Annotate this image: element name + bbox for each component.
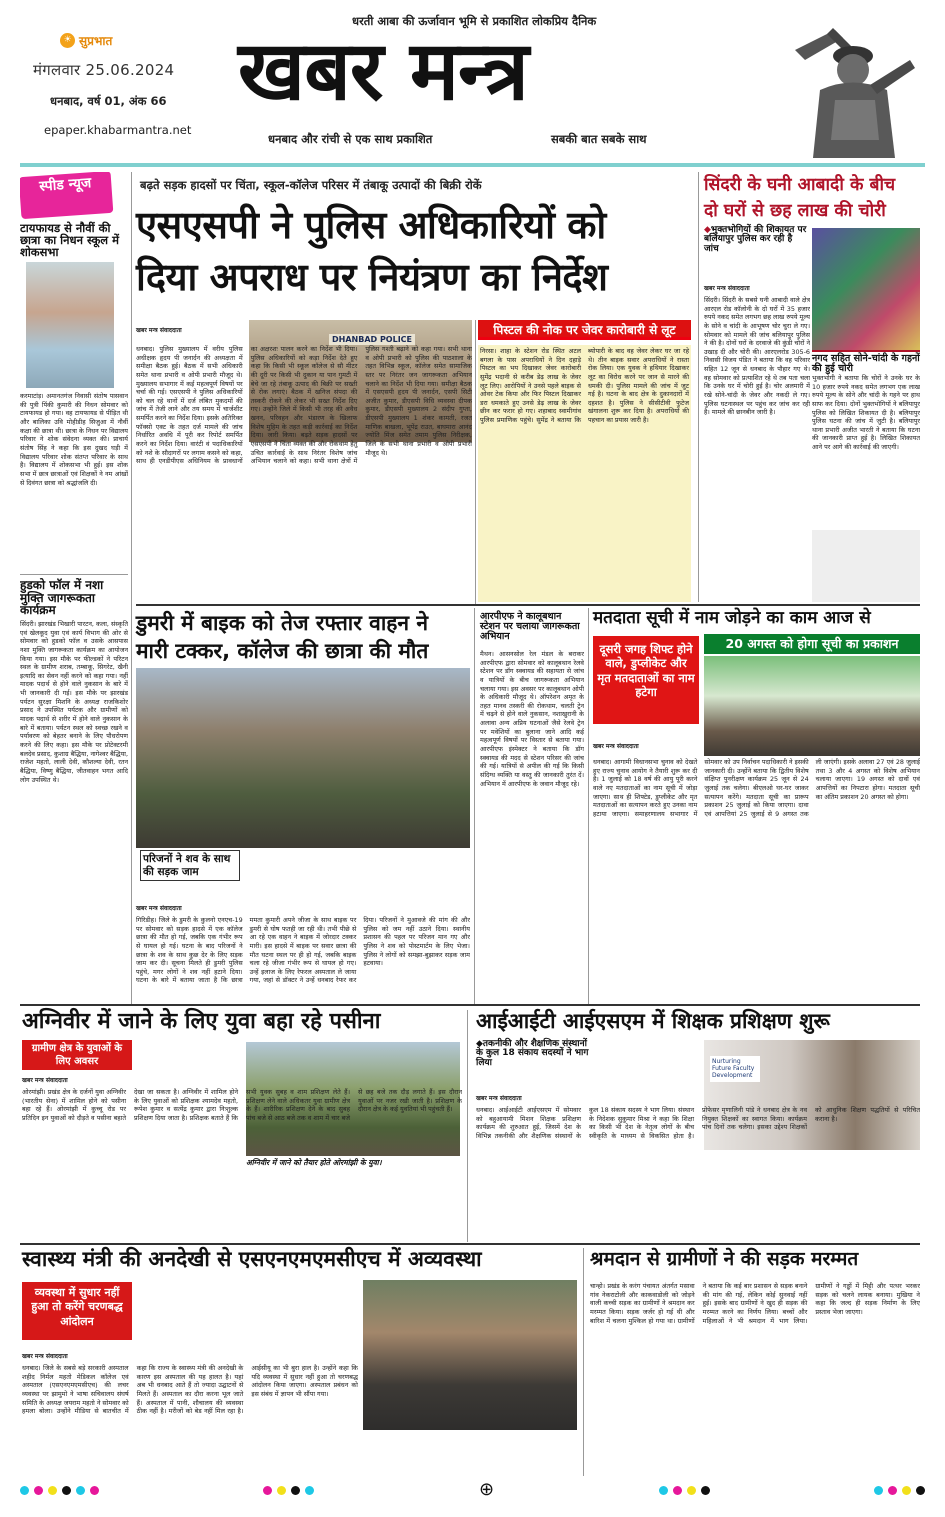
iit-training-photo: Nurturing Future Faculty Development [704, 1040, 920, 1150]
iit-headline: आईआईटी आईएसएम में शिक्षक प्रशिक्षण शुरू [476, 1009, 830, 1033]
sindri-subhead: ◆भुक्तभोगियों की शिकायत पर बलियापुर पुलिस कर रही है जांच [704, 225, 807, 254]
sindri-body: सिंदरी। सिंदरी के सबसे घनी आबादी वाले क्षेत्र आरएल रोड कॉलोनी के दो घरों में 35 हजार रुपये नकद समेत लगभग छह लाख रुपये मूल्य के सोने व चांदी के आभूषण चोर चुरा ले गए। सोमवार को मामले की जांच बलियापुर पुलिस ने की है। दोनों घरों के दरवाजे की कुंडी चोरों ने उखाड़ दी और चोरी की। आरएलरोड 305-6 निवासी विजय पंडित ने बताया कि वह परिवार सहित 12 जून से धनबाद के पौहार गए थे। वह सोमवार को प्रत्याशित रहे थे तब पता चला कि उनके घर में चोरी हुई है। चोर अलमारी में रखे सोने-चांदी के जेवर और नकदी ले गए। पुलिस घटनास्थल पर पहुंच कर जांच कर रही है। मामले की छानबीन जारी है। [704, 296, 810, 417]
print-registration-bar [20, 1478, 925, 1502]
ssp-meeting-photo: DHANBAD POLICE [249, 320, 472, 442]
left-story1-headline: टायफायड से नौवीं की छात्रा का निधन स्कूल में शोकसभा [20, 221, 119, 260]
left-column [20, 172, 128, 1004]
sindri-headline-line2: दो घरों से छह लाख की चोरी [704, 201, 886, 221]
lead-body: धनबाद। पुलिस मुख्यालय में वरीय पुलिस अधीक्षक हृदय पी जनार्दन की अध्यक्षता में समीक्षा बैठक हुई। बैठक में सभी अधिकारी समेत थाना प्रभारी व ओपी प्रभारी मौजूद थे। मुख्यालय सभागार में कई महत्वपूर्ण विषयों पर चर्चा की गई। एसएसपी ने पुलिस अधिकारियों को चल रहे थानों में दर्ज लंबित मुकदमों की जांच में तेजी लाने और तय समय में चार्जशीट समर्पित करने का निर्देश दिया। इसके अतिरिक्त फॉक्सो एक्ट के तहत दर्ज मामले की जांच निर्धारित अवधि में पूरी कर रिपोर्ट समर्पित करने का निर्देश दिया। वारंटी वं पदाधिकारियों को नशे के सौदागरों पर लगाम कसने को कहा, साथ ही एनडीपीएस अधिनियम के प्रावधानों का अक्षरशः पालन करने का निर्देश भी दिया। पुलिस अधिकारियों को कड़ा निर्देश देते हुए कहा कि किसी भी स्कूल कॉलेज से सौ मीटर की दूरी पर किसी भी दुकान या पान गुमटी में बेचे जा रहे तंबाकू उत्पाद की बिक्री पर सख्ती से रोक लगाएं। बैठक में खनिज संपदा की तस्करी रोकने की लेकर भी सख्त निर्देश दिए गए। उन्होंने जिले में किसी भी तरह की अवैध खनन, परिवहन और भंडारण के खिलाफ विशेष मुहिम के तहत कड़ी कार्रवाई का निर्देश दिया। जारी किया। बढ़ते सड़क हादसों पर एसएसपी ने चिंता व्यक्त की और रोकथाम हेतु उचित कार्रवाई के साथ निरंतर विशेष जांच अभियान चलाने को कहा। सभी थाना क्षेत्रों में पुलिस गश्ती बढ़ाने को कहा गया। सभी थाना व ओपी प्रभारी को पुलिस की पाठशाला के तहत विभिन्न स्कूल, कॉलेज समेत सामाजिक स्तर पर निरंतर जन जागरूकता अभियान चलाने का निर्देश भी दिया गया। समीक्षा बैठक में एसएसपी हृदय पी जनार्दन, एसपी सिटी अजीत कुमार, डीएसपी विधि व्यवस्था दीपक कुमार, डीएसपी मुख्यालय 2 संदीप गुप्ता, डीएसपी मुख्यालय 1 शंकर कामती, रजत माणिक बाखला, भूपेंद्र राउत, बाघमारा आनंद ज्योति मिंज समेत तमाम पुलिस निरीक्षक, जिले के सभी थाना प्रभारी व ओपी प्रभारी मौजूद थे। [136, 345, 472, 466]
epaper-url[interactable]: epaper.khabarmantra.net [44, 123, 192, 137]
lead-credit: खबर मन्त्र संवाददाता [136, 327, 182, 334]
agniveer-credit: खबर मन्त्र संवाददाता [22, 1077, 68, 1084]
health-red-box: व्यवस्था में सुधार नहीं हुआ तो करेंगे चरणबद्ध आंदोलन [22, 1282, 132, 1340]
road-blockade-photo [136, 668, 470, 848]
stolen-jewellery-photo [812, 228, 920, 350]
iit-subhead: ◆तकनीकी और शैक्षणिक संस्थानों के कुल 18 संकाय सदस्यों ने भाग लिया [476, 1039, 589, 1068]
lead-headline-line2: दिया अपराध पर नियंत्रण का निर्देश [136, 255, 608, 299]
left-story2-headline: हुडको फॉल में नशा मुक्ति जागरूकता कार्यक्रम [20, 578, 104, 618]
shramdaan-headline: श्रमदान से ग्रामीणों ने की सड़क मरम्मत [590, 1248, 859, 1270]
rpf-headline: आरपीएफ ने कालूबथान स्टेशन पर चलाया जागरूकता अभियान [480, 611, 580, 642]
title-sub-right: सबकी बात सबके साथ [551, 132, 647, 146]
election-meeting-photo [704, 656, 920, 756]
student-portrait-photo [26, 262, 114, 388]
voter-credit: खबर मन्त्र संवाददाता [593, 743, 639, 750]
agniveer-photo-caption: अग्निवीर में जाने को तैयार होते ओरमांझी के युवा। [246, 1158, 382, 1167]
left-story1-body: करमाटांड़। अमानतगंज निवासी संतोष पासवान की पुत्री पिंकी कुमारी की निधन सोमवार को टायफायड हो गया। वह टायफायड से पीड़ित थी और बालिका उवि मोहीडीह सिजुआ में नौवीं कक्षा की छात्रा थी। छात्रा के निधन पर विद्यालय परिवार ने शोक संवेदना व्यक्त की। प्राचार्य संतोष सिंह ने कहा कि इस दुखद घड़ी में विद्यालय परिवार शोक संतप्त परिवार के साथ है। विद्यालय में शोकसभा भी हुई। इस शोक सभा में छात्र छात्राओं एवं शिक्षकों ने नम आंखों से दिवंगत छात्रा को श्रद्धांजलि दी। [20, 392, 128, 487]
dumri-headline-line1: डुमरी में बाइक को तेज रफ्तार वाहन ने [136, 611, 429, 635]
tagline: धरती आबा की ऊर्जावान भूमि से प्रकाशित लोकप्रिय दैनिक [352, 14, 597, 28]
bullet-icon: ◆ [704, 225, 711, 235]
edition-info: धनबाद, वर्ष 01, अंक 66 [50, 94, 167, 108]
pistol-headline: पिस्टल की नोक पर जेवर कारोबारी से लूट [478, 320, 691, 340]
health-headline: स्वास्थ्य मंत्री की अनदेखी से एसएनएमएमसीएच में अव्यवस्था [22, 1247, 482, 1271]
voter-headline: मतदाता सूची में नाम जोड़ने का काम आज से [593, 608, 871, 628]
sindri-headline-line1: सिंदरी के घनी आबादी के बीच [704, 175, 896, 195]
iit-body: धनबाद। आईआईटी आईएसएम में सोमवार को बहुआयामी मिशन शिक्षक प्रशिक्षण कार्यक्रम की शुरुआत हुई, जिसमें देश के विभिन्न तकनीकी और शैक्षणिक संस्थानों के कुल 18 संकाय सदस्य ने भाग लिया। संस्थान के निदेशक सुकुमार मिश्रा ने कहा कि शिक्षा का किसी भी देश के नेतृत्व लोगों के बीच स्वीकृति के माध्यम से विकसित होता है। प्रोफेसर मृणालिनी पांडे ने धनबाद क्षेत्र के नव नियुक्त शिक्षकों का स्वागत किया। कार्यक्रम पांच दिनों तक चलेगा। इसका उद्देश्य शिक्षकों को आधुनिक शिक्षण पद्धतियों से परिचित कराना है। [476, 1106, 920, 1140]
title-sub-left: धनबाद और रांची से एक साथ प्रकाशित [268, 132, 433, 146]
dumri-photo-caption: परिजनों ने शव के साथ की सड़क जाम [140, 850, 240, 881]
iit-credit: खबर मन्त्र संवाददाता [476, 1095, 522, 1102]
newspaper-clip-photo [812, 530, 920, 602]
dumri-credit: खबर मन्त्र संवाददाता [136, 905, 182, 912]
newspaper-title: खबर मन्त्र [238, 23, 528, 119]
dumri-body: गिरिडीह। जिले के डुमरी के कुलनो एनएच-19 पर सोमवार को सड़क हादसे में एक कॉलेज छात्रा की मौत हो गई, जबकि एक गंभीर रूप से घायल हो गई। घटना के बाद परिजनों ने छात्रा के शव के साथ कुछ देर के लिए सड़क जाम कर दी। सूचना मिलते ही डुमरी पुलिस पहुंचे, मगर लोगों ने शव नहीं हटाने दिया। घटना के बारे में बताया जाता है कि छात्रा ममता कुमारी अपने जीजा के साथ बाइक पर डुमरी से घोष फतही जा रही थी। तभी पीछे से आ रहे एक वाहन ने बाइक में जोरदार टक्कर मारी। इस हादसे में बाइक पर सवार छात्रा की मौत घटना स्थल पर ही हो गई, जबकि बाइक चला रहे जीजा गंभीर रूप से घायल हो गए। उन्हें इलाज के लिए रेफरल अस्पताल ले जाया गया, जहां से डॉक्टर ने उन्हें धनबाद रेफर कर दिया। परिजनों ने मुआवजे की मांग की और पुलिस को जम नहीं उठाने दिया। स्थानीय प्रशासन की पहल पर परिजन मान गए और पुलिस ने शव को पोस्टमार्टम के लिए भेजा। पुलिस ने लोगों को समझा-बुझाकर सड़क जाम हटवाया। [136, 916, 470, 985]
dumri-headline-line2: मारी टक्कर, कॉलेज की छात्रा की मौत [136, 639, 429, 663]
lead-headline-line1: एसएसपी ने पुलिस अधिकारियों को [136, 203, 606, 247]
color-dots-midleft [263, 1486, 314, 1495]
issue-date: मंगलवार 25.06.2024 [33, 61, 175, 79]
pistol-body: निरसा। शाहा के स्टेशन रोड स्थित अटल बगला के पास अपराधियों ने दिन दहाड़े पिस्टल का भय दिखाकर जेवर कारोबारी सुमेंद्र भदानी से करीब डेढ़ लाख के जेवर लूट लिए। आरोपियों ने उनसे पहले बाइक से ओवर टेक किया और फिर पिस्टल दिखाकर डरा धमकाते हुए उनसे डेढ़ लाख के जेवर छीन कर फरार हो गए। शहाबाद स्वामीगांव पुलिस प्रमाणिक पहुंचे। सुमेंद्र ने बताया कि ब्योपारी के बाद वह जेवर लेकर घर जा रहे थे। तीन बाइक सवार अपराधियों ने रास्ता रोक लिया। एक युवक ने हथियार दिखाकर लूट का विरोध करने पर जान से मारने की धमकी दी। पुलिस मामले की जांच में जुट गई है। घटना के बाद क्षेत्र के दुकानदारों में दहशत है। पुलिस ने सीसीटीवी फुटेज खंगालना शुरू कर दिया है। अपराधियों की पहचान का प्रयास जारी है। [478, 345, 691, 602]
agniveer-red-box: ग्रामीण क्षेत्र के युवाओं के लिए अवसर [22, 1040, 132, 1070]
masthead-rule [20, 163, 925, 167]
voter-body: धनबाद। आगामी विधानसभा चुनाव को देखते हुए राज्य चुनाव आयोग ने तैयारी शुरू कर दी है। 1 जुलाई को 18 वर्ष की आयु पूरी करने वाले नए मतदाताओं का नाम सूची में जोड़ा जाएगा। साथ ही शिफ्टेड, डुप्लीकेट और मृत मतदाताओं का सत्यापन करते हुए उनका नाम हटाया जाएगा। समाहरणालय सभागार में सोमवार को उप निर्वाचन पदाधिकारी ने इसकी जानकारी दी। उन्होंने बताया कि द्वितीय विशेष संक्षिप्त पुनरीक्षण कार्यक्रम 25 जून से 24 जुलाई तक चलेगा। बीएलओ घर-घर जाकर सत्यापन करेंगे। मतदाता सूची का प्रारूप प्रकाशन 25 जुलाई को किया जाएगा। दावा एवं आपत्तियां 25 जुलाई से 9 अगस्त तक ली जाएंगी। इसके अलावा 27 एवं 28 जुलाई तथा 3 और 4 अगस्त को विशेष अभियान चलाया जाएगा। 19 अगस्त को दावों एवं आपत्तियों का निपटारा होगा। मतदाता सूची का अंतिम प्रकाशन 20 अगस्त को होगा। [593, 758, 920, 818]
bullet-icon: ◆ [476, 1039, 483, 1049]
voter-green-banner: 20 अगस्त को होगा सूची का प्रकाशन [704, 634, 920, 654]
color-dots-right [874, 1486, 925, 1495]
sindri-credit: खबर मन्त्र संवाददाता [704, 285, 750, 292]
agniveer-headline: अग्निवीर में जाने के लिए युवा बहा रहे पसीना [22, 1009, 381, 1034]
left-story2-body: सिंदरी। झारखंड भिखारी पारटन, कला, संस्कृति एवं खेलकूद युवा एवं कार्य विभाग की ओर से सोमवार को हुडको फॉल व उसके आसपास नशा मुक्ति जागरूकता कार्यक्रम का आयोजन किया गया। इस मौके पर फील्डकों ने परिटन स्थल के ग्रामीण शराब, तम्बाकू, सिगरेट, खैनी इत्यादि का सेवन नहीं करने को कहा गया। नहीं मादक पदार्थ से होने वाले नुकसान के बारे में भी जानकारी दी गई। इस मौके पर झारखंड पर्यटन सुरक्षा मिशनि के अध्यक्ष राजकिशोर प्रसाद ने उपस्थित पर्यटक और ग्रामीणों को मादक पदार्थ से शरीर में होने वाले नुकसान के बारे में बताया। पर्यटन स्थल को स्वच्छ रखने व पर्यावरण को बेहतर बनाने के लिए पौधरोपण करने की लिए कहा। इस मौके पर प्रोटेक्टरमी बलदेव प्रसाद, कुशाग्र बैद्धिया, नागेश्वर बैद्धिया, राजेश महतो, लाली देवी, कौशल्या देवी, रतन बैद्धिया, विष्णु बैद्धिया, जीतवाहन भगत आदि लोग उपस्थित थे। [20, 619, 128, 784]
health-protest-photo [363, 1280, 577, 1430]
brand-badge: ☀ सुप्रभात [60, 32, 112, 49]
color-dots-midright [659, 1486, 710, 1495]
shramdaan-body: चान्हो। प्रखंड के करंग पंचायत अंतर्गत मसावा गांव नेकराटोली और काकवाडोली को जोड़ने वाली कच्ची सड़क का ग्रामीणों ने श्रमदान कर मरम्मत किया। सड़क जर्जर हो गई थी और बारिश में चलना मुश्किल हो गया था। ग्रामीणों ने बताया कि कई बार प्रशासन से सड़क बनाने की मांग की गई, लेकिन कोई सुनवाई नहीं हुई। इसके बाद ग्रामीणों ने खुद ही सड़क की मरम्मत करने का निर्णय लिया। बच्चों और महिलाओं ने भी श्रमदान में भाग लिया। ग्रामीणों ने गड्ढों में मिट्टी और पत्थर भरकर सड़क को चलने लायक बनाया। मुखिया ने कहा कि जल्द ही सड़क निर्माण के लिए प्रस्ताव भेजा जाएगा। [590, 1282, 920, 1325]
agniveer-body: ओरमांझी। प्रखंड क्षेत्र के दर्जनों युवा अग्निवीर (भारतीय सेना) में शामिल होने को पसीना बहा रहे हैं। ओरमांझी में कुच्चू रोड पर प्रतिदिन इन युवाओं को दौड़ते व पसीना बहाते देखा जा सकता है। अग्निवीर में शामिल होने के लिए युवाओं को प्रशिक्षक श्यामदेव महतो, रूपेश कुमार व सत्येंद्र कुमार द्वारा निःशुल्क प्रशिक्षण दिया जाता है। प्रशिक्षक बताते हैं कि सभी युवक सुबह व शाम प्रशिक्षण लेते हैं। प्रशिक्षण लेने वाले अधिकतर युवा ग्रामीण क्षेत्र के हैं। शारीरिक प्रशिक्षण देने के बाद सुबह पांच बजे से आठ बजे तक व शाम में चार बजे से छह बजे तक दौड़ लगाते हैं। इस दौरान युवाओं पर नजर रखी जाती है। प्रशिक्षण के दौरान क्षेत्र के कई युवतियां भी पहुंचती हैं। [22, 1088, 462, 1122]
sindri-photo-caption: नगद सहित सोने-चांदी के गहनों की हुई चोरी [812, 350, 920, 375]
speed-news-badge: स्पीड न्यूज [20, 172, 113, 219]
voter-red-box: दूसरी जगह शिफ्ट होने वाले, डुप्लीकेट और मृत मतदाताओं का नाम हटेगा [593, 636, 699, 724]
crosshair-icon: ⊕ [478, 1479, 495, 1500]
sindri-right-body: भुक्तभोगी ने बताया कि चोरों ने उनके घर के 10 हजार रुपये नकद समेत लगभग एक लाख रुपये मूल्य के सोने और चांदी के गहने पर हाथ साफ कर दिया। दोनों भुक्तभोगियों ने बलियापुर पुलिस को लिखित शिकायत दी है। बलियापुर पुलिस घटना की जांच में जुटी है। बलियापुर थाना प्रभारी अजीत भारती ने बताया कि घटना की जानकारी प्राप्त हुई है। लिखित शिकायत आने पर आगे की कार्रवाई की जाएगी। [812, 374, 920, 452]
masthead [0, 0, 945, 165]
health-body: धनबाद। जिले के सबसे बड़े सरकारी अस्पताल शहीद निर्मल महतो मेडिकल कॉलेज एवं अस्पताल (एसएनएमएमसीएच) की लचर व्यवस्था पर झामुमो ने भाषा सचिवालय संघर्ष समिति के अध्यक्ष जयराम महतो ने सोमवार को हमला बोला। उन्होंने मीडिया से बातचीत में कहा कि राज्य के स्वास्थ्य मंत्री की अनदेखी के कारण इस अस्पताल की यह हालत है। यहां अब भी धनबाद आते हैं तो ज्यादा उद्घाटनों से मिलते हैं। अस्पताल का दौरा करना भूल जाते हैं। अस्पताल में पानी, शौचालय की व्यवस्था ठीक नहीं है। मरीजों को बेड नहीं मिल रहा है। आईसीयू का भी बुरा हाल है। उन्होंने कहा कि यदि व्यवस्था में सुधार नहीं हुआ तो चरणबद्ध आंदोलन किया जाएगा। अस्पताल प्रबंधन को इस संबंध में ज्ञापन भी सौंपा गया। [22, 1364, 358, 1416]
rpf-body: मैथन। आसनसोल रेल मंडल के बराकर आरपीएफ द्वारा सोमवार को कालूबथान रेलवे स्टेशन पर डॉग स्क्वायड की सहायता से जांच व यात्रियों के बीच जागरूकता अभियान चलाया गया। इस अवसर पर कालूबथान ओपी के अधिकारी मौजूद थे। ऑपरेशन अमृत के तहत मानव तस्करी की रोकथाम, चलती ट्रेन में चढ़ने से होने वाले नुकसान, नशाखुरानी के अलावा अन्य अप्रिय घटनाओं जैसे रेलवे ट्रेन पर मवेशियों का बुलाना जाने आदि कई महत्वपूर्ण विषयों पर विस्तार से बताया गया। आरपीएफ इंस्पेक्टर ने बताया कि डॉग स्क्वायड की मदद से स्टेशन परिसर की जांच की गई। यात्रियों से अपील की गई कि किसी संदिग्ध व्यक्ति या वस्तु की जानकारी तुरंत दें। अभियान में आरपीएफ के जवान मौजूद रहे। [480, 650, 584, 788]
lead-kicker: बढ़ते सड़क हादसों पर चिंता, स्कूल-कॉलेज परिसर में तंबाकू उत्पादों की बिक्री रोकें [140, 178, 482, 192]
color-dots-left [20, 1486, 99, 1495]
sun-icon: ☀ [60, 33, 75, 48]
health-credit: खबर मन्त्र संवाददाता [22, 1353, 68, 1360]
miner-statue-logo [775, 20, 925, 160]
